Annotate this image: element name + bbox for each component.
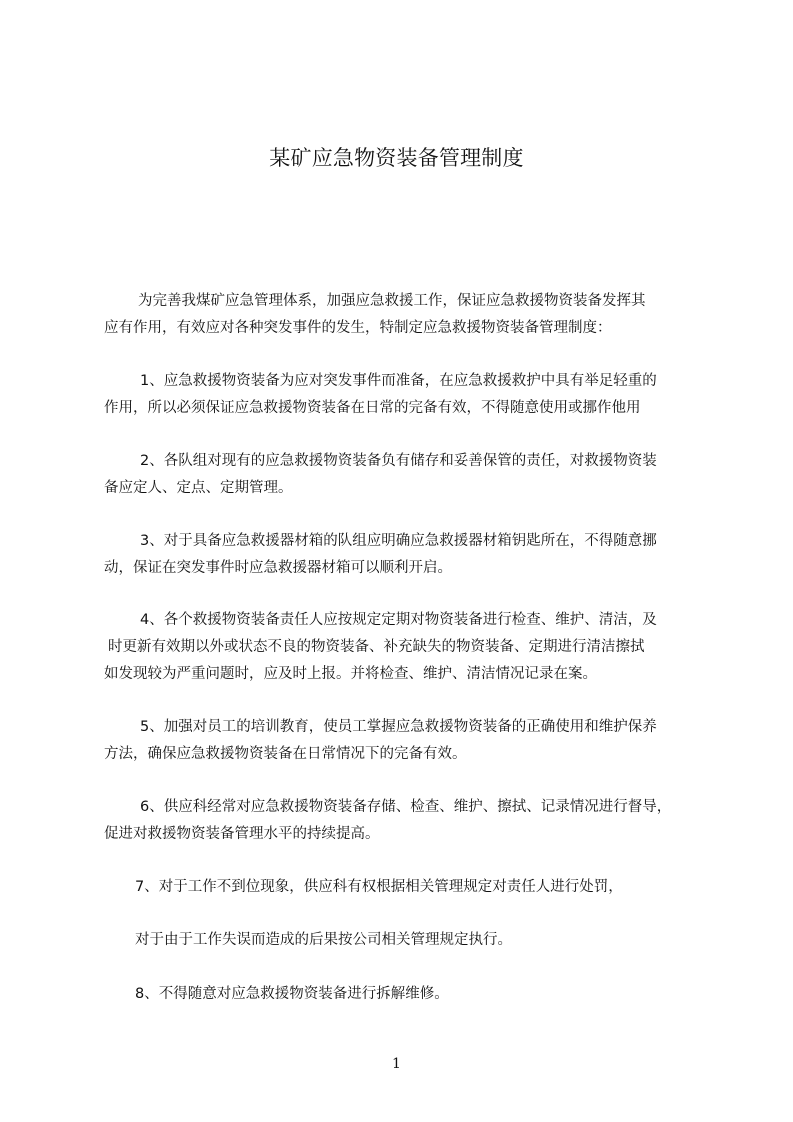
- page-number: 1: [392, 1056, 401, 1072]
- item-4-line-2: 时更新有效期以外或状态不良的物资装备、补充缺失的物资装备、定期进行清洁擦拭: [108, 639, 645, 655]
- item-4-line-1: 4、各个救援物资装备责任人应按规定定期对物资装备进行检查、维护、清洁，及: [140, 612, 657, 628]
- item-1-line-2: 作用，所以必须保证应急救援物资装备在日常的完备有效，不得随意使用或挪作他用: [104, 400, 641, 416]
- item-8-line-1: 8、不得随意对应急救援物资装备进行拆解维修。: [135, 986, 449, 1002]
- document-title: 某矿应急物资装备管理制度: [269, 146, 524, 170]
- item-3-line-1: 3、对于具备应急救援器材箱的队组应明确应急救援器材箱钥匙所在，不得随意挪: [140, 533, 657, 549]
- item-5-line-2: 方法，确保应急救援物资装备在日常情况下的完备有效。: [104, 746, 467, 762]
- item-6-line-1: 6、供应科经常对应急救援物资装备存储、检查、维护、擦拭、记录情况进行督导，: [140, 799, 672, 815]
- item-4-line-3: 如发现较为严重问题时，应及时上报。并将检查、维护、清洁情况记录在案。: [104, 666, 597, 682]
- item-1-line-1: 1、应急救援物资装备为应对突发事件而准备，在应急救援救护中具有举足轻重的: [140, 373, 657, 389]
- item-3-line-2: 动，保证在突发事件时应急救援器材箱可以顺利开启。: [104, 560, 452, 576]
- item-2-line-2: 备应定人、定点、定期管理。: [104, 480, 293, 496]
- item-2-line-1: 2、各队组对现有的应急救援物资装备负有储存和妥善保管的责任，对救援物资装: [140, 453, 657, 469]
- intro-line-1: 为完善我煤矿应急管理体系，加强应急救援工作，保证应急救援物资装备发挥其: [138, 293, 646, 309]
- intro-line-2: 应有作用，有效应对各种突发事件的发生，特制定应急救援物资装备管理制度：: [104, 320, 612, 336]
- item-5-line-1: 5、加强对员工的培训教育，使员工掌握应急救援物资装备的正确使用和维护保养: [140, 719, 657, 735]
- item-7-line-1: 7、对于工作不到位现象，供应科有权根据相关管理规定对责任人进行处罚，: [135, 879, 623, 895]
- item-7-continuation: 对于由于工作失误而造成的后果按公司相关管理规定执行。: [135, 932, 512, 948]
- item-6-line-2: 促进对救援物资装备管理水平的持续提高。: [104, 826, 380, 842]
